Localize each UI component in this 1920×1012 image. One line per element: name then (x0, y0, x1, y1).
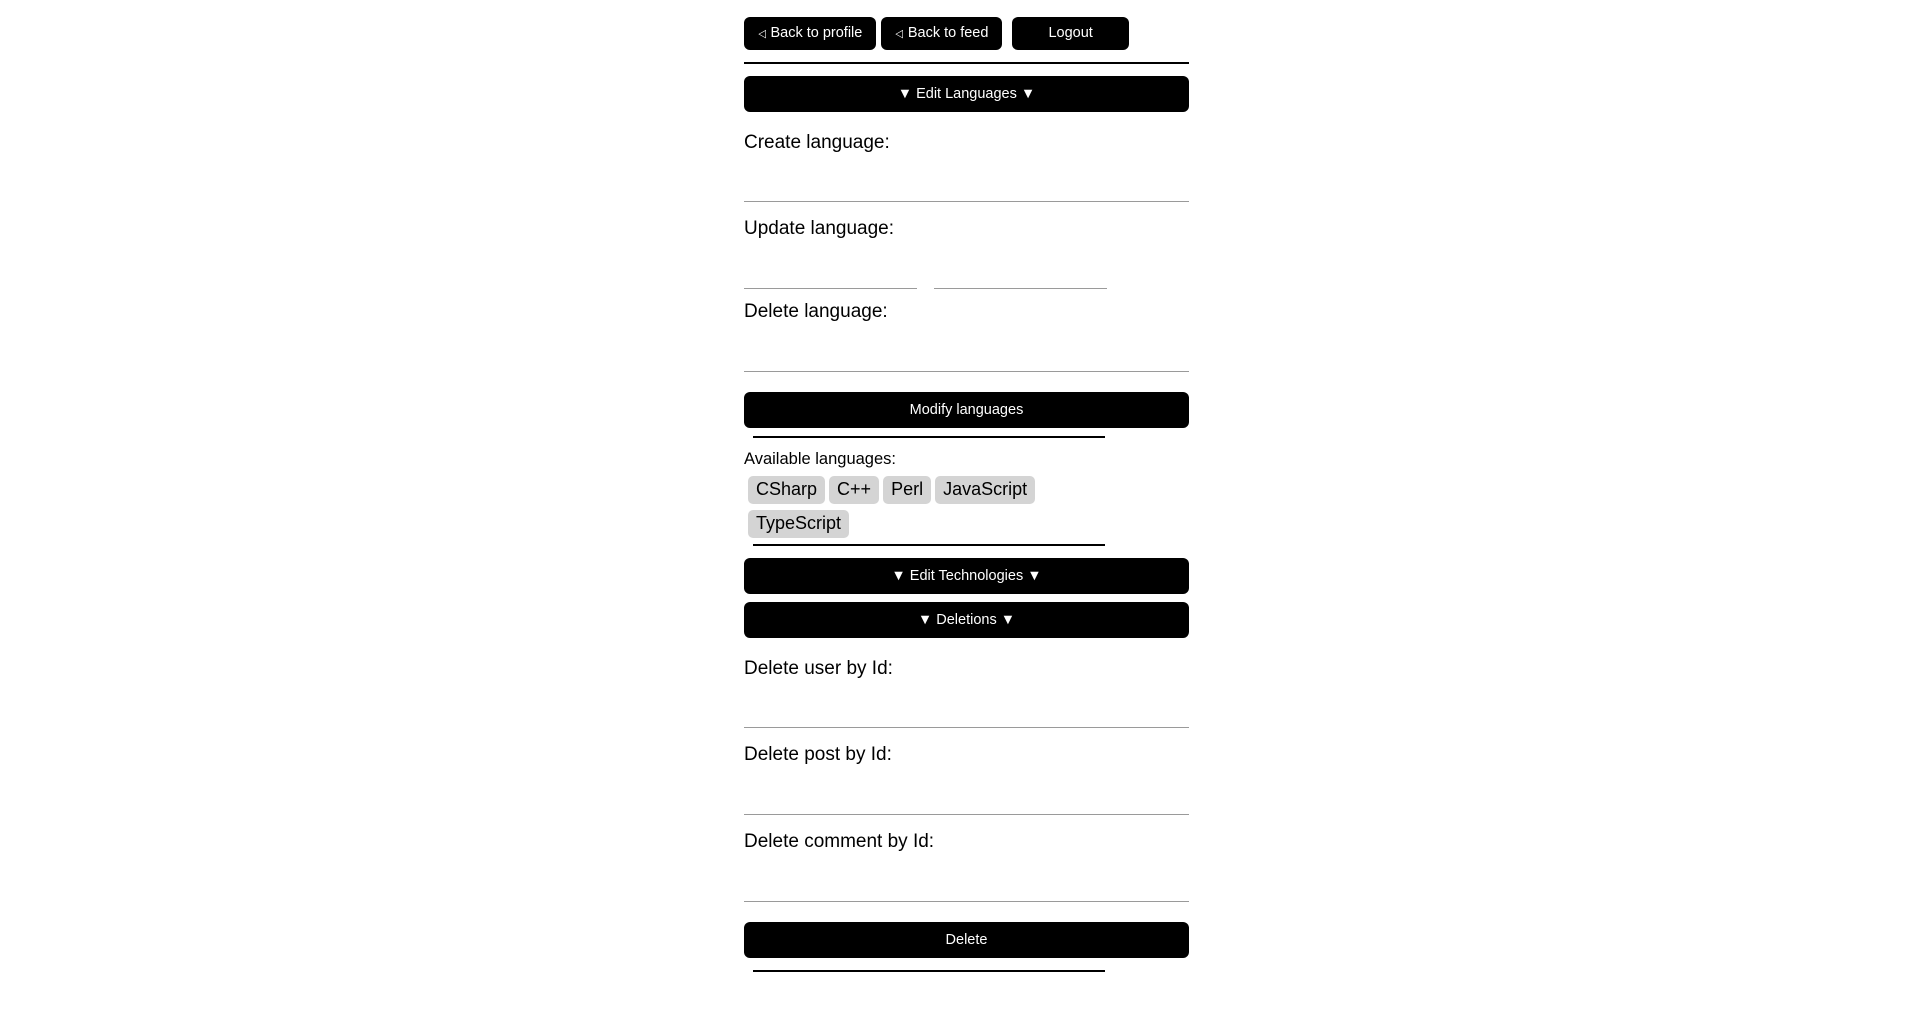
spacer (744, 438, 1189, 450)
top-nav (744, 0, 1189, 50)
language-tag[interactable]: JavaScript (935, 476, 1035, 504)
spacer (744, 728, 1189, 744)
edit-technologies-label: ▼ Edit Technologies ▼ (891, 567, 1042, 584)
language-tag[interactable]: TypeScript (748, 510, 849, 538)
logout-label: Logout (1048, 25, 1093, 41)
spacer (744, 428, 1189, 436)
delete-comment-id-input[interactable] (744, 880, 1189, 902)
create-language-label: Create language: (744, 131, 890, 153)
spacer (744, 50, 1189, 62)
delete-post-label: Delete post by Id: (744, 744, 892, 766)
delete-post-id-input[interactable] (744, 793, 1189, 815)
section-toggle-edit-languages[interactable] (744, 76, 1189, 112)
spacer (744, 372, 1189, 392)
spacer (744, 241, 1189, 267)
spacer (744, 594, 1189, 602)
back-to-profile-button[interactable] (744, 17, 876, 50)
update-language-label: Update language: (744, 218, 895, 240)
deletions-label: ▼ Deletions ▼ (917, 611, 1016, 628)
spacer (744, 112, 1189, 132)
delete-comment-label: Delete comment by Id: (744, 831, 935, 853)
update-language-row (744, 267, 1189, 289)
spacer (744, 854, 1189, 880)
spacer (744, 154, 1189, 180)
back-to-feed-button[interactable] (881, 17, 1002, 50)
divider (753, 970, 1105, 972)
spacer (744, 958, 1189, 970)
language-tag[interactable]: Perl (883, 476, 931, 504)
delete-user-id-input[interactable] (744, 706, 1189, 728)
back-to-profile-label: Back to profile (770, 25, 863, 41)
delete-user-label: Delete user by Id: (744, 657, 893, 679)
spacer (744, 546, 1189, 558)
spacer (744, 902, 1189, 922)
modify-languages-button[interactable] (744, 392, 1189, 428)
left-triangle-icon: ◁ (758, 28, 767, 40)
edit-languages-label: ▼ Edit Languages ▼ (897, 85, 1036, 102)
update-language-old-input[interactable] (744, 267, 917, 289)
spacer (744, 680, 1189, 706)
language-tag[interactable]: C++ (829, 476, 879, 504)
spacer (744, 638, 1189, 658)
delete-language-label: Delete language: (744, 301, 888, 323)
spacer (744, 202, 1189, 218)
spacer (744, 815, 1189, 831)
spacer (744, 324, 1189, 350)
available-languages-label: Available languages: (744, 449, 896, 468)
available-languages-list (744, 470, 1113, 544)
back-to-feed-label: Back to feed (907, 25, 989, 41)
create-language-input[interactable] (744, 180, 1189, 202)
section-toggle-edit-technologies[interactable] (744, 558, 1189, 594)
left-triangle-icon: ◁ (895, 28, 904, 40)
language-tag[interactable]: CSharp (748, 476, 825, 504)
section-toggle-deletions[interactable] (744, 602, 1189, 638)
modify-languages-label: Modify languages (909, 401, 1024, 418)
main-column (744, 0, 1189, 972)
update-language-new-input[interactable] (934, 267, 1107, 289)
delete-label: Delete (945, 932, 988, 949)
spacer (744, 64, 1189, 76)
spacer (744, 289, 1189, 301)
delete-language-input[interactable] (744, 350, 1189, 372)
logout-button[interactable] (1012, 17, 1128, 50)
spacer (744, 767, 1189, 793)
delete-button[interactable] (744, 922, 1189, 958)
